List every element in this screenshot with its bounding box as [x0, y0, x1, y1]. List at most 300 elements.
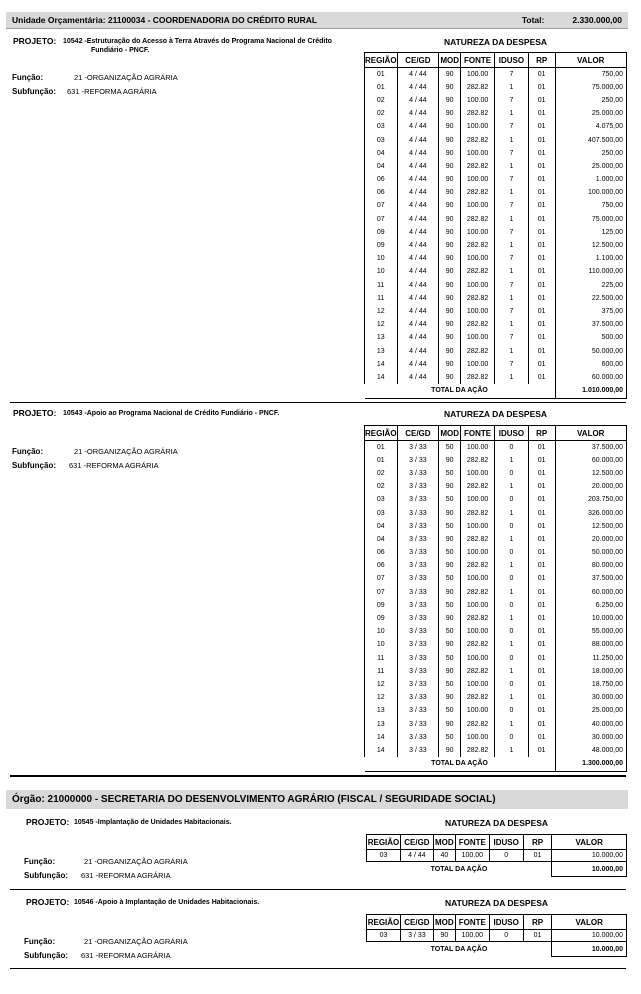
cell-fonte: 100.00	[461, 704, 495, 717]
cell-mod: 50	[439, 441, 461, 454]
cell-rp: 01	[528, 652, 555, 665]
cell-rp: 01	[528, 638, 555, 651]
cell-valor: 30.000,00	[555, 731, 626, 744]
cell-fonte: 282.82	[461, 371, 495, 384]
cell-iduso: 1	[495, 612, 529, 625]
project-title	[74, 818, 364, 827]
cell-regiao: 13	[365, 331, 398, 344]
cell-valor: 407.500,00	[555, 133, 626, 146]
cell-rp: 01	[528, 625, 555, 638]
cell-iduso: 1	[495, 691, 529, 704]
total-row	[365, 757, 627, 771]
cell-iduso: 0	[495, 441, 529, 454]
cell-rp: 01	[528, 546, 555, 559]
cell-fonte: 100.00	[461, 120, 495, 133]
cell-ce-gd: 4 / 44	[397, 279, 439, 292]
table-row	[365, 133, 627, 146]
cell-iduso: 1	[495, 506, 529, 519]
cell-fonte: 100.00	[461, 173, 495, 186]
cell-valor: 1.100,00	[555, 252, 626, 265]
cell-regiao: 06	[365, 546, 398, 559]
cell-valor: 4.075,00	[555, 120, 626, 133]
cell-fonte: 282.82	[461, 506, 495, 519]
cell-iduso: 1	[495, 480, 529, 493]
total-acao-label: TOTAL DA AÇÃO	[430, 865, 488, 873]
table-row	[365, 107, 627, 120]
orgao-label: Órgão: 21000000 - SECRETARIA DO DESENVOLVIMENTO AGRÁRIO (FISCAL / SEGURIDADE SOCIAL)	[12, 794, 496, 805]
natureza-heading: NATUREZA DA DESPESA	[444, 818, 549, 828]
cell-iduso: 7	[495, 199, 529, 212]
col-header-valor: VALOR	[552, 915, 627, 930]
cell-regiao: 09	[365, 239, 398, 252]
cell-mod: 90	[439, 213, 461, 226]
cell-iduso: 7	[495, 252, 529, 265]
cell-ce-gd: 3 / 33	[397, 731, 439, 744]
cell-regiao: 14	[365, 744, 398, 757]
cell-regiao: 13	[365, 344, 398, 357]
cell-rp: 01	[528, 68, 555, 81]
project-title-line1: Apoio à Implantação de Unidades Habitacionais.	[97, 899, 260, 906]
total-acao-label: TOTAL DA AÇÃO	[365, 384, 556, 398]
cell-regiao: 13	[365, 704, 398, 717]
cell-mod: 90	[439, 252, 461, 265]
table-row	[365, 691, 627, 704]
funcao-label: Função:	[24, 937, 56, 946]
project-title	[74, 898, 364, 907]
cell-mod: 90	[439, 147, 461, 160]
cell-fonte: 100.00	[455, 850, 489, 862]
cell-iduso: 1	[495, 213, 529, 226]
cell-valor: 20.000,00	[555, 533, 626, 546]
col-header-ce-gd: CE/GD	[400, 915, 433, 930]
cell-valor: 750,00	[555, 68, 626, 81]
table-row	[365, 344, 627, 357]
cell-ce-gd: 3 / 33	[397, 717, 439, 730]
cell-fonte: 282.82	[461, 454, 495, 467]
cell-iduso: 0	[495, 625, 529, 638]
cell-regiao: 07	[365, 199, 398, 212]
cell-rp: 01	[523, 850, 552, 862]
col-header-fonte: FONTE	[455, 915, 489, 930]
cell-rp: 01	[528, 704, 555, 717]
cell-valor: 60.000,00	[555, 371, 626, 384]
table-row	[365, 625, 627, 638]
cell-mod: 90	[439, 691, 461, 704]
cell-ce-gd: 3 / 33	[397, 625, 439, 638]
col-header-iduso: IDUSO	[495, 53, 529, 68]
cell-fonte: 100.00	[461, 493, 495, 506]
projeto-label: PROJETO:	[13, 36, 57, 46]
cell-ce-gd: 3 / 33	[397, 586, 439, 599]
cell-regiao: 03	[367, 850, 401, 862]
cell-rp: 01	[528, 107, 555, 120]
cell-fonte: 100.00	[461, 331, 495, 344]
cell-ce-gd: 3 / 33	[397, 691, 439, 704]
cell-mod: 90	[439, 199, 461, 212]
col-header-mod: MOD	[433, 835, 455, 850]
cell-iduso: 7	[495, 358, 529, 371]
cell-mod: 90	[439, 480, 461, 493]
cell-fonte: 282.82	[461, 559, 495, 572]
cell-ce-gd: 3 / 33	[397, 506, 439, 519]
table-row	[365, 226, 627, 239]
cell-fonte: 282.82	[461, 292, 495, 305]
table-row	[365, 186, 627, 199]
total-acao-label: TOTAL DA AÇÃO	[430, 945, 488, 953]
table-row	[365, 160, 627, 173]
col-header-mod: MOD	[439, 53, 461, 68]
cell-valor: 11.250,00	[555, 652, 626, 665]
cell-ce-gd: 3 / 33	[397, 533, 439, 546]
table-row	[365, 81, 627, 94]
cell-rp: 01	[528, 559, 555, 572]
funcao-row	[24, 937, 188, 946]
cell-fonte: 100.00	[461, 226, 495, 239]
cell-fonte: 100.00	[461, 731, 495, 744]
cell-regiao: 03	[365, 120, 398, 133]
cell-iduso: 0	[489, 850, 523, 862]
funcao-value: 21 -ORGANIZAÇÃO AGRÁRIA	[84, 937, 188, 946]
cell-mod: 90	[439, 265, 461, 278]
cell-valor: 37.500,00	[555, 572, 626, 585]
cell-valor: 88.000,00	[555, 638, 626, 651]
col-header-ce-gd: CE/GD	[397, 426, 439, 441]
cell-fonte: 282.82	[461, 533, 495, 546]
cell-fonte: 282.82	[461, 133, 495, 146]
cell-valor: 75.000,00	[555, 213, 626, 226]
total-acao-value: 1.010.000,00	[555, 384, 626, 398]
cell-ce-gd: 4 / 44	[397, 147, 439, 160]
col-header-valor: VALOR	[552, 835, 627, 850]
cell-rp: 01	[528, 441, 555, 454]
cell-valor: 250,00	[555, 147, 626, 160]
cell-ce-gd: 4 / 44	[397, 305, 439, 318]
cell-fonte: 100.00	[461, 147, 495, 160]
cell-regiao: 14	[365, 371, 398, 384]
cell-mod: 90	[439, 226, 461, 239]
cell-ce-gd: 3 / 33	[397, 612, 439, 625]
subfuncao-row	[12, 87, 157, 96]
cell-regiao: 10	[365, 265, 398, 278]
cell-ce-gd: 4 / 44	[397, 173, 439, 186]
table-row	[365, 467, 627, 480]
cell-fonte: 282.82	[461, 318, 495, 331]
table-row	[365, 572, 627, 585]
col-header-valor: VALOR	[555, 426, 626, 441]
cell-ce-gd: 3 / 33	[397, 665, 439, 678]
cell-fonte: 282.82	[461, 638, 495, 651]
cell-mod: 40	[433, 850, 455, 862]
funcao-label: Função:	[12, 73, 44, 82]
subfuncao-value: 631 -REFORMA AGRÁRIA	[81, 951, 171, 960]
cell-valor: 500,00	[555, 331, 626, 344]
cell-iduso: 0	[495, 467, 529, 480]
section-divider	[10, 968, 626, 969]
cell-fonte: 282.82	[461, 480, 495, 493]
table-row	[365, 371, 627, 384]
cell-rp: 01	[528, 717, 555, 730]
cell-mod: 50	[439, 572, 461, 585]
cell-ce-gd: 3 / 33	[397, 546, 439, 559]
cell-iduso: 1	[495, 586, 529, 599]
cell-ce-gd: 4 / 44	[400, 850, 433, 862]
col-header-fonte: FONTE	[461, 426, 495, 441]
project-title-line1: Apoio ao Programa Nacional de Crédito Fundiário - PNCF.	[86, 410, 280, 417]
cell-mod: 90	[433, 930, 455, 942]
cell-iduso: 1	[495, 638, 529, 651]
cell-rp: 01	[528, 599, 555, 612]
cell-valor: 60.000,00	[555, 586, 626, 599]
cell-ce-gd: 4 / 44	[397, 120, 439, 133]
cell-ce-gd: 4 / 44	[397, 94, 439, 107]
cell-mod: 90	[439, 559, 461, 572]
col-header-ce-gd: CE/GD	[397, 53, 439, 68]
cell-fonte: 100.00	[461, 68, 495, 81]
expense-table	[364, 52, 627, 399]
cell-regiao: 12	[365, 305, 398, 318]
cell-regiao: 02	[365, 480, 398, 493]
cell-valor: 10.000,00	[555, 612, 626, 625]
cell-fonte: 100.00	[461, 546, 495, 559]
cell-valor: 750,00	[555, 199, 626, 212]
cell-mod: 90	[439, 239, 461, 252]
cell-iduso: 1	[495, 81, 529, 94]
project-code: 10545 -	[74, 819, 98, 826]
col-header-fonte: FONTE	[455, 835, 489, 850]
col-header-regiao: REGIÃO	[367, 835, 401, 850]
cell-regiao: 04	[365, 147, 398, 160]
cell-ce-gd: 4 / 44	[397, 292, 439, 305]
natureza-heading: NATUREZA DA DESPESA	[443, 409, 548, 419]
cell-mod: 90	[439, 717, 461, 730]
project-title-line1: Implantação de Unidades Habitacionais.	[97, 819, 232, 826]
cell-valor: 25.000,00	[555, 704, 626, 717]
cell-rp: 01	[528, 226, 555, 239]
cell-mod: 90	[439, 612, 461, 625]
cell-regiao: 04	[365, 520, 398, 533]
expense-table	[366, 914, 627, 957]
cell-valor: 55.000,00	[555, 625, 626, 638]
cell-valor: 25.000,00	[555, 107, 626, 120]
expense-table	[366, 834, 627, 877]
cell-ce-gd: 4 / 44	[397, 107, 439, 120]
cell-mod: 50	[439, 731, 461, 744]
table-row	[365, 239, 627, 252]
cell-iduso: 1	[495, 133, 529, 146]
cell-iduso: 7	[495, 68, 529, 81]
cell-regiao: 04	[365, 160, 398, 173]
table-row	[365, 520, 627, 533]
cell-valor: 225,00	[555, 279, 626, 292]
cell-valor: 37.500,00	[555, 318, 626, 331]
cell-regiao: 07	[365, 586, 398, 599]
table-row	[365, 480, 627, 493]
cell-regiao: 02	[365, 94, 398, 107]
col-header-valor: VALOR	[555, 53, 626, 68]
col-header-ce-gd: CE/GD	[400, 835, 433, 850]
cell-fonte: 100.00	[461, 625, 495, 638]
cell-valor: 600,00	[555, 358, 626, 371]
cell-fonte: 282.82	[461, 186, 495, 199]
table-row	[365, 559, 627, 572]
cell-rp: 01	[528, 454, 555, 467]
table-row	[367, 930, 627, 942]
funcao-row	[24, 857, 188, 866]
cell-ce-gd: 4 / 44	[397, 81, 439, 94]
table-row	[365, 94, 627, 107]
cell-valor: 10.000,00	[552, 930, 627, 942]
cell-iduso: 1	[495, 239, 529, 252]
cell-valor: 50.000,00	[555, 344, 626, 357]
table-row	[365, 252, 627, 265]
table-row	[365, 305, 627, 318]
cell-mod: 50	[439, 652, 461, 665]
table-row	[365, 533, 627, 546]
cell-mod: 90	[439, 371, 461, 384]
cell-regiao: 10	[365, 252, 398, 265]
cell-mod: 90	[439, 279, 461, 292]
table-row	[365, 454, 627, 467]
cell-fonte: 100.00	[461, 678, 495, 691]
cell-valor: 18.000,00	[555, 665, 626, 678]
cell-mod: 90	[439, 344, 461, 357]
cell-mod: 50	[439, 599, 461, 612]
cell-regiao: 11	[365, 652, 398, 665]
cell-rp: 01	[528, 186, 555, 199]
table-row	[365, 120, 627, 133]
subfuncao-label: Subfunção:	[24, 951, 68, 960]
table-row	[365, 441, 627, 454]
cell-iduso: 7	[495, 331, 529, 344]
table-row	[365, 68, 627, 81]
cell-fonte: 282.82	[461, 344, 495, 357]
cell-valor: 22.500,00	[555, 292, 626, 305]
cell-iduso: 0	[489, 930, 523, 942]
cell-fonte: 100.00	[461, 358, 495, 371]
project-title	[63, 409, 353, 418]
cell-mod: 90	[439, 133, 461, 146]
cell-regiao: 07	[365, 213, 398, 226]
cell-fonte: 100.00	[461, 520, 495, 533]
cell-iduso: 1	[495, 665, 529, 678]
table-row	[365, 731, 627, 744]
cell-regiao: 06	[365, 186, 398, 199]
cell-rp: 01	[528, 318, 555, 331]
projeto-label: PROJETO:	[13, 408, 57, 418]
cell-rp: 01	[528, 279, 555, 292]
natureza-heading: NATUREZA DA DESPESA	[443, 37, 548, 47]
cell-iduso: 1	[495, 559, 529, 572]
subfuncao-label: Subfunção:	[24, 871, 68, 880]
cell-ce-gd: 4 / 44	[397, 133, 439, 146]
cell-mod: 90	[439, 94, 461, 107]
cell-mod: 90	[439, 160, 461, 173]
cell-rp: 01	[528, 213, 555, 226]
total-acao-label: TOTAL DA AÇÃO	[365, 757, 556, 771]
cell-regiao: 02	[365, 107, 398, 120]
col-header-iduso: IDUSO	[489, 915, 523, 930]
cell-fonte: 100.00	[461, 441, 495, 454]
cell-ce-gd: 4 / 44	[397, 318, 439, 331]
cell-iduso: 7	[495, 147, 529, 160]
cell-rp: 01	[528, 520, 555, 533]
cell-rp: 01	[528, 292, 555, 305]
cell-regiao: 07	[365, 572, 398, 585]
cell-mod: 90	[439, 358, 461, 371]
total-row	[367, 942, 627, 957]
cell-ce-gd: 3 / 33	[397, 441, 439, 454]
cell-rp: 01	[528, 265, 555, 278]
table-row	[365, 199, 627, 212]
cell-fonte: 100.00	[461, 652, 495, 665]
cell-ce-gd: 4 / 44	[397, 252, 439, 265]
subfuncao-row	[24, 951, 171, 960]
table-row	[365, 678, 627, 691]
section-divider	[10, 775, 626, 777]
cell-rp: 01	[528, 586, 555, 599]
table-row	[365, 546, 627, 559]
cell-iduso: 0	[495, 493, 529, 506]
cell-iduso: 1	[495, 292, 529, 305]
cell-iduso: 1	[495, 371, 529, 384]
cell-valor: 203.750,00	[555, 493, 626, 506]
cell-rp: 01	[528, 331, 555, 344]
cell-regiao: 12	[365, 691, 398, 704]
col-header-rp: RP	[528, 426, 555, 441]
table-row	[365, 493, 627, 506]
subfuncao-label: Subfunção:	[12, 461, 56, 470]
col-header-regiao: REGIÃO	[365, 426, 398, 441]
cell-regiao: 10	[365, 625, 398, 638]
col-header-regiao: REGIÃO	[367, 915, 401, 930]
cell-fonte: 282.82	[461, 265, 495, 278]
cell-mod: 50	[439, 493, 461, 506]
cell-regiao: 11	[365, 292, 398, 305]
cell-regiao: 14	[365, 731, 398, 744]
cell-mod: 50	[439, 546, 461, 559]
cell-iduso: 7	[495, 173, 529, 186]
cell-mod: 90	[439, 506, 461, 519]
col-header-regiao: REGIÃO	[365, 53, 398, 68]
cell-mod: 90	[439, 744, 461, 757]
cell-iduso: 1	[495, 744, 529, 757]
cell-iduso: 0	[495, 678, 529, 691]
cell-ce-gd: 3 / 33	[397, 744, 439, 757]
project-code: 10546 -	[74, 899, 98, 906]
subfuncao-value: 631 -REFORMA AGRÁRIA	[69, 461, 159, 470]
cell-iduso: 0	[495, 572, 529, 585]
cell-ce-gd: 4 / 44	[397, 160, 439, 173]
cell-rp: 01	[528, 691, 555, 704]
cell-mod: 90	[439, 81, 461, 94]
total-acao-value: 10.000,00	[552, 942, 627, 957]
cell-rp: 01	[528, 467, 555, 480]
cell-regiao: 01	[365, 454, 398, 467]
cell-mod: 90	[439, 454, 461, 467]
cell-rp: 01	[528, 305, 555, 318]
total-value: 2.330.000,00	[572, 15, 622, 25]
cell-rp: 01	[528, 744, 555, 757]
cell-mod: 90	[439, 533, 461, 546]
cell-regiao: 09	[365, 612, 398, 625]
cell-ce-gd: 3 / 33	[397, 572, 439, 585]
cell-fonte: 282.82	[461, 107, 495, 120]
subfuncao-value: 631 -REFORMA AGRÁRIA	[67, 87, 157, 96]
cell-mod: 50	[439, 520, 461, 533]
projeto-label: PROJETO:	[26, 897, 70, 907]
cell-iduso: 7	[495, 226, 529, 239]
cell-mod: 50	[439, 625, 461, 638]
